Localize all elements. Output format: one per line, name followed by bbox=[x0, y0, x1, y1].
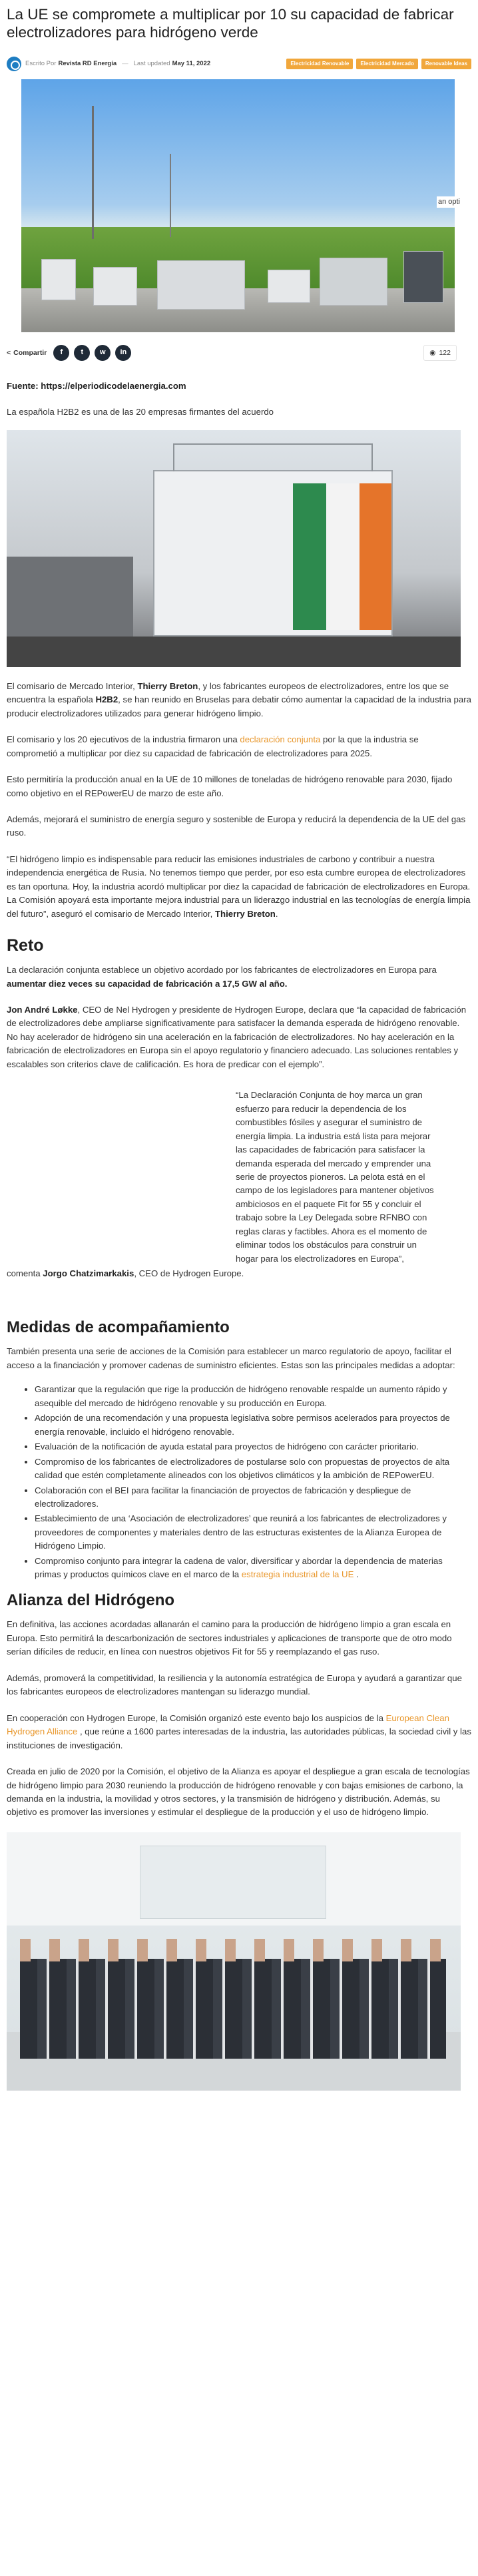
list-item bbox=[35, 1555, 471, 1582]
tag-renovable-ideas[interactable]: Renovable Ideas bbox=[421, 59, 471, 69]
p1-bold-h2b2: H2B2 bbox=[95, 694, 119, 705]
clean-hydrogen-alliance-link[interactable]: European Clean Hydrogen Alliance bbox=[7, 1712, 449, 1737]
alianza-paragraph-4: Creada en julio de 2020 por la Comisión, el objetivo de la Alianza es apoyar el despliegue a gran escala de tecnologías de hidrógeno limpio para 2030 reuniendo la producción de hidrógeno renovable y con bajas emisiones de carbono, la demanda en la industria, la movilidad y otros sectores, y la transmisión de hidrógeno y distribución. Además, su objetivo es promover las inversiones y estimular el despliegue de la producción y el uso de hidrógeno limpio. bbox=[7, 1766, 470, 1818]
attrib-bold-name: Jorgo Chatzimarkakis bbox=[43, 1268, 134, 1279]
p2-text-b: por la que la industria se comprometió a multiplicar por diez su capacidad de fabricación de electrolizadores para 2025. bbox=[7, 734, 419, 758]
p5-text-a: “El hidrógeno limpio es indispensable para reducir las emisiones industriales de carbono y contribuir a nuestra independencia energética de Rusia. No tenemos tiempo que perder, por eso esta cumbre europea de electrolizadores es tan oportuna. Hoy, la industria acordó multiplicar por diez la capacidad de fabricación de electrolizadores en Europa. La Comisión apoyará esta importante mejora industrial para un liderazgo industrial en las tecnologías de energía limpia del futuro”, aseguró el comisario de Mercado Interior, bbox=[7, 854, 471, 919]
author-name[interactable]: Revista RD Energía bbox=[58, 59, 117, 67]
paragraph-1 bbox=[7, 680, 471, 720]
author-prefix: Escrito Por bbox=[25, 59, 57, 67]
heading-reto: Reto bbox=[7, 936, 44, 955]
p1-text-a: El comisario de Mercado Interior, bbox=[7, 680, 138, 691]
paragraph-5 bbox=[7, 853, 471, 921]
medidas-intro: También presenta una serie de acciones de la Comisión para establecer un marco regulatorio de apoyo, facilitar el acceso a la financiación y promover cadenas de suministro eficientes. Estas son las principales medidas a adoptar: bbox=[7, 1346, 455, 1370]
paragraph-2 bbox=[7, 733, 471, 760]
paragraph-4: Además, mejorará el suministro de energía seguro y sostenible de Europa y reducirá la dependencia de la UE del gas ruso. bbox=[7, 814, 466, 838]
meta-separator: — bbox=[122, 59, 128, 67]
alianza-p3-text-a: En cooperación con Hydrogen Europe, la Comisión organizó este evento bajo los auspicios de la bbox=[7, 1712, 386, 1723]
pull-quote: “La Declaración Conjunta de hoy marca un gran esfuerzo para reducir la dependencia de los combustibles fósiles y asegurar el suministro de energía limpia. La industria está lista para mejorar las capacidades de fabricación para satisfacer la demanda esperada del mercado y emprender una serie de proyectos pioneros. La pelota está en el campo de los legisladores para mantener objetivos ambiciosos en el paquete Fit for 55 y concluir el trabajo sobre la Ley Delegada sobre RFNBO con reglas claras y factibles. Ahora es el momento de eliminar todos los obstáculos para construir un hogar para los electrolizadores en Europa”, bbox=[236, 1090, 434, 1264]
declaracion-conjunta-link[interactable]: declaración conjunta bbox=[240, 734, 321, 745]
tag-electricidad-renovable[interactable]: Electricidad Renovable bbox=[286, 59, 353, 69]
list-item: • Adopción de una recomendación y una propuesta legislativa sobre permisos acelerados para proyectos de energía renovable, incluido el hidrógeno renovable. bbox=[35, 1412, 471, 1439]
list-item: • Establecimiento de una ‘Asociación de electrolizadores’ que reunirá a los fabricantes de electrolizadores y proveedores de componentes y materiales dentro de las estructuras existentes de la Alianza Europea de Hidrógeno Limpio. bbox=[35, 1512, 471, 1553]
updated-info bbox=[134, 59, 211, 69]
list-item: • Colaboración con el BEI para facilitar la financiación de proyectos de fabricación y despliegue de electrolizadores. bbox=[35, 1484, 471, 1511]
list-item: • Compromiso de los fabricantes de electrolizadores de postularse solo con propuestas de proyectos de alta calidad que estén completamente alineados con los objetivos climáticos y la ambición de REPowerEU. bbox=[35, 1455, 471, 1483]
alianza-p3-text-b: , que reúne a 1600 partes interesadas de la industria, las autoridades públicas, la sociedad civil y las instituciones de investigación. bbox=[7, 1726, 471, 1750]
linkedin-icon[interactable]: in bbox=[115, 345, 131, 361]
group-photo bbox=[7, 1832, 461, 2091]
heading-medidas: Medidas de acompañamiento bbox=[7, 1318, 230, 1336]
list-item: • Garantizar que la regulación que rige la producción de hidrógeno renovable respalde un aumento rápido y asequible del mercado de hidrógeno renovable y su producción en Europa. bbox=[35, 1383, 471, 1410]
attrib-text-a: comenta bbox=[7, 1268, 43, 1279]
article-meta bbox=[7, 53, 471, 75]
author-byline bbox=[25, 59, 117, 69]
intro-paragraph: La española H2B2 es una de las 20 empresas firmantes del acuerdo bbox=[7, 407, 274, 417]
paragraph-3: Esto permitiría la producción anual en la UE de 10 millones de toneladas de hidrógeno renovable para 2030, fijado como objetivo en el REPowerEU de marzo de este año. bbox=[7, 774, 453, 798]
share-text: Compartir bbox=[13, 348, 47, 357]
p1-text-e: , se han reunido en Bruselas para debatir cómo aumentar la capacidad de la industria para producir electrolizadores utilizados para generar hidrógeno limpio. bbox=[7, 694, 471, 718]
list-item: • Evaluación de la notificación de ayuda estatal para proyectos de hidrógeno con carácter prioritario. bbox=[35, 1440, 471, 1453]
attrib-text-c: , CEO de Hydrogen Europe. bbox=[134, 1268, 244, 1279]
author-avatar[interactable] bbox=[7, 57, 21, 71]
estrategia-industrial-link[interactable]: estrategia industrial de la UE bbox=[241, 1569, 354, 1580]
tag-electricidad-mercado[interactable]: Electricidad Mercado bbox=[356, 59, 417, 69]
hero-image bbox=[7, 79, 459, 332]
reto-paragraph-2 bbox=[7, 1003, 471, 1071]
share-label[interactable] bbox=[7, 348, 47, 358]
reto-p2-text: , CEO de Nel Hydrogen y presidente de Hydrogen Europe, declara que “la capacidad de fabricación de electrolizadores debe ampliarse significativamente para satisfacer la demanda esperada de hidrógeno renovable. No hay acelerador de hidrógeno sin una aceleración en la fabricación de electrolizadores. No hay aceleración en la fabricación de electrolizadores en Europa sin el apoyo regulatorio y financiero adecuado. Las soluciones rentables y escalables son criterios clave de calificación. Es hora de predicar con el ejemplo”. bbox=[7, 1005, 467, 1069]
article-title: La UE se compromete a multiplicar por 10 su capacidad de fabricar electrolizadores para hidrógeno verde bbox=[7, 6, 454, 41]
quote-attribution bbox=[7, 1267, 471, 1280]
share-bar bbox=[7, 338, 471, 368]
heading-alianza: Alianza del Hidrógeno bbox=[7, 1591, 175, 1609]
reto-paragraph-1 bbox=[7, 963, 471, 991]
p1-bold-breton: Thierry Breton bbox=[137, 680, 198, 691]
source-line: Fuente: https://elperiodicodelaenergia.com bbox=[7, 380, 186, 391]
p5-text-c: . bbox=[275, 908, 278, 919]
whatsapp-icon[interactable]: w bbox=[95, 345, 111, 361]
hero-caption-fragment: an opti bbox=[437, 196, 461, 208]
alianza-paragraph-1: En definitiva, las acciones acordadas allanarán el camino para la producción de hidrógeno limpio a gran escala en Europa. Esto permitirá la descarbonización de sectores industriales y aplicaciones de transporte que de otro modo serían difíciles de reducir, en línea con nuestros objetivos Fit for 55 y reemplazando el gas ruso. bbox=[7, 1619, 452, 1657]
medidas-list bbox=[7, 1383, 471, 1581]
last-item-tail: . bbox=[354, 1569, 359, 1580]
view-count: 122 bbox=[439, 348, 451, 357]
alianza-paragraph-2: Además, promoverá la competitividad, la resiliencia y la autonomía estratégica de Europa y ayudará a garantizar que los fabricantes europeos de electrolizadores mantengan su liderazgo mundial. bbox=[7, 1673, 462, 1697]
twitter-icon[interactable]: t bbox=[74, 345, 90, 361]
facebook-icon[interactable]: f bbox=[53, 345, 69, 361]
reto-p1-bold: aumentar diez veces su capacidad de fabricación a 17,5 GW al año. bbox=[7, 978, 288, 989]
p5-bold-breton: Thierry Breton bbox=[215, 908, 276, 919]
share-icon: < bbox=[7, 348, 11, 357]
alianza-paragraph-3 bbox=[7, 1712, 471, 1752]
reto-p2-bold-lokke: Jon André Løkke bbox=[7, 1005, 78, 1015]
last-item-text: Compromiso conjunto para integrar la cadena de valor, diversificar y abordar la dependencia de materias primas y productos químicos clave en el marco de la bbox=[35, 1555, 443, 1580]
view-counter bbox=[423, 345, 457, 361]
eye-icon: ◉ bbox=[429, 348, 436, 357]
p1-text-c: , y los fabricantes europeos de electrolizadores, entre los que se encuentra la española bbox=[7, 680, 449, 705]
tag-list bbox=[286, 59, 471, 69]
updated-date: May 11, 2022 bbox=[172, 59, 211, 67]
electrolyzer-photo bbox=[7, 430, 461, 667]
reto-p1-text: La declaración conjunta establece un objetivo acordado por los fabricantes de electrolizadores en Europa para bbox=[7, 965, 437, 975]
p2-text-a: El comisario y los 20 ejecutivos de la industria firmaron una bbox=[7, 734, 240, 745]
updated-prefix: Last updated bbox=[133, 59, 170, 67]
